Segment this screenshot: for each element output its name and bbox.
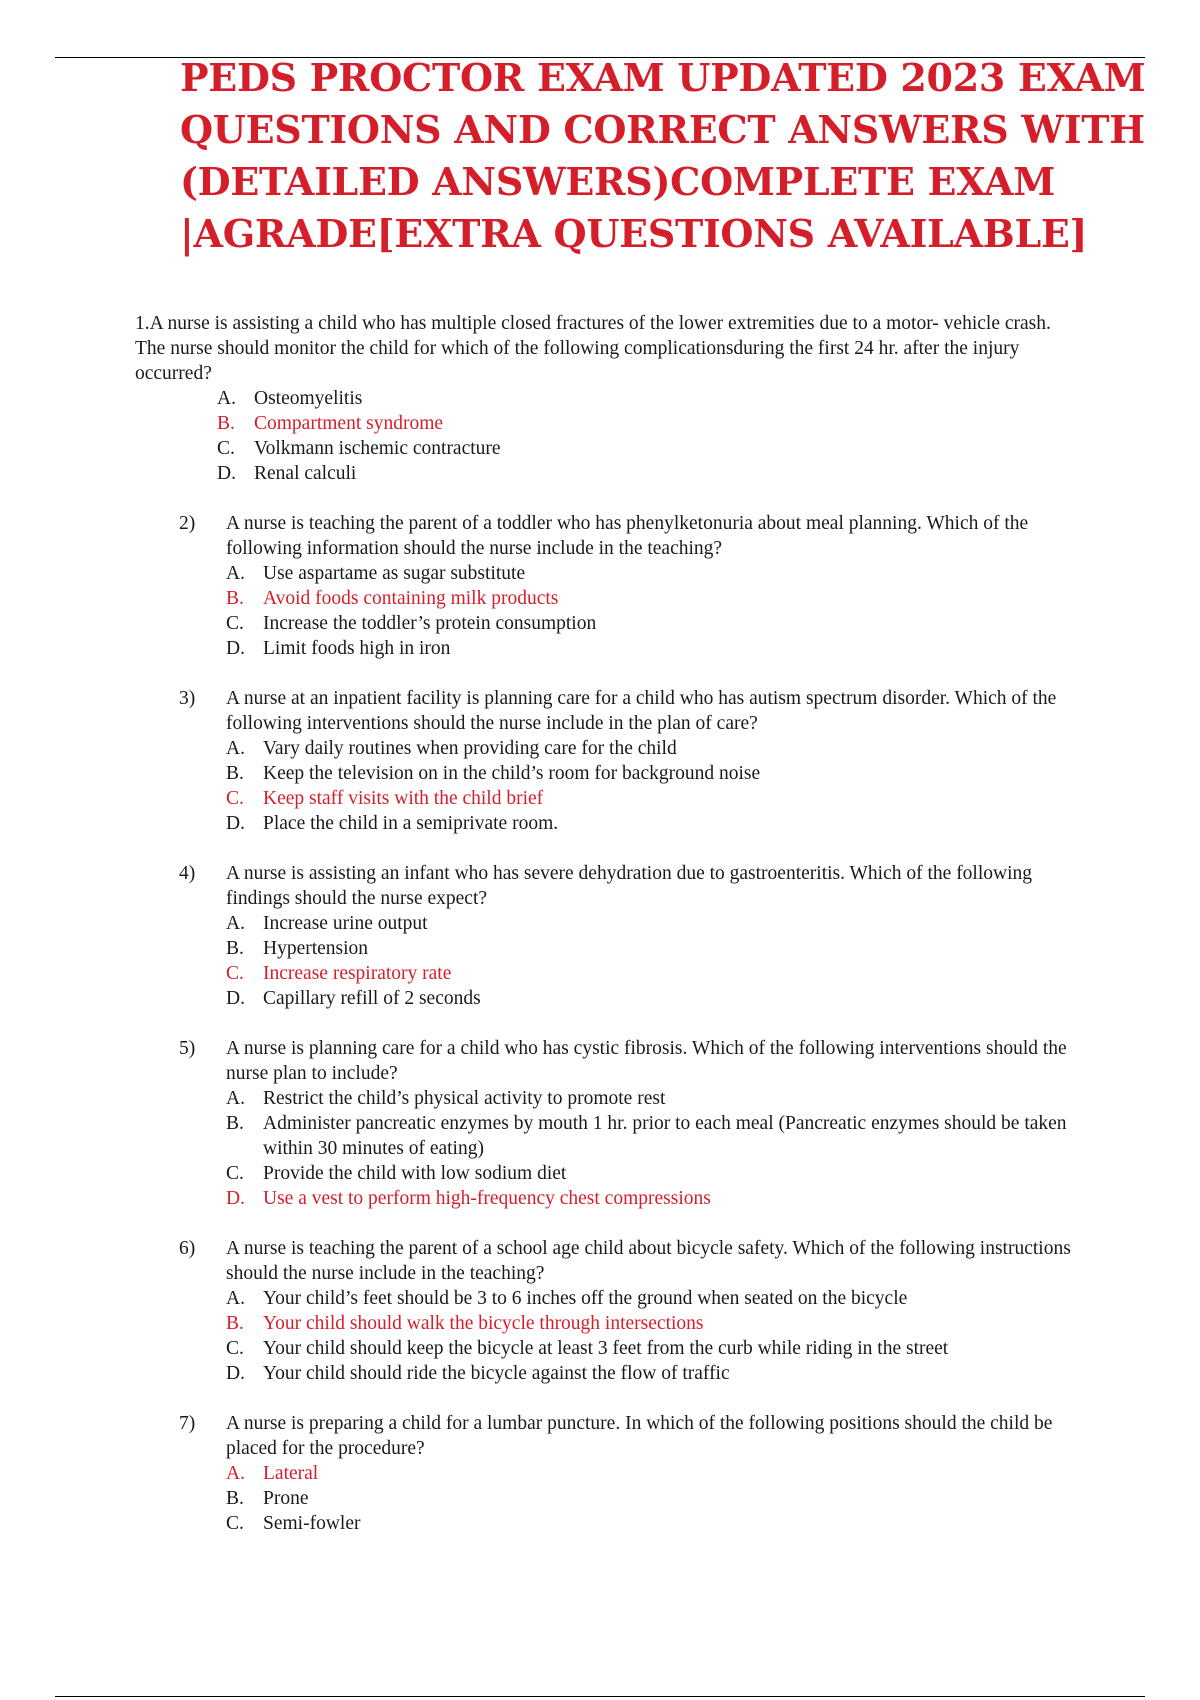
option-text: Place the child in a semiprivate room. <box>263 813 559 834</box>
option-letter: D. <box>226 638 245 659</box>
option-letter: C. <box>226 1338 244 1359</box>
answer-options <box>226 736 1085 836</box>
option-letter: A. <box>226 913 245 934</box>
answer-option <box>226 561 1085 586</box>
question-number: 5) <box>179 1038 196 1059</box>
answer-options <box>217 386 1085 486</box>
option-letter: D. <box>226 988 245 1009</box>
question-stem <box>226 1036 1085 1086</box>
option-letter: D. <box>226 1188 245 1209</box>
stem-line: A nurse is teaching the parent of a toddler who has phenylketonuria about meal planning. Which <box>226 513 979 534</box>
option-letter: B. <box>217 413 235 434</box>
option-letter: D. <box>217 463 236 484</box>
question-stem <box>135 311 1085 386</box>
correct-answer-option <box>217 411 1085 436</box>
answer-options <box>226 1286 1085 1386</box>
option-text: Capillary refill of 2 seconds <box>263 988 481 1009</box>
answer-option <box>226 736 1085 761</box>
option-letter: B. <box>226 1488 244 1509</box>
question-number: 7) <box>179 1413 196 1434</box>
option-text: Osteomyelitis <box>254 388 363 409</box>
option-letter: A. <box>226 1463 245 1484</box>
question-stem <box>226 686 1085 736</box>
title-line: QUESTIONS AND CORRECT ANSWERS WITH <box>180 107 1145 152</box>
answer-option <box>226 986 1085 1011</box>
option-text: Increase respiratory rate <box>263 963 452 984</box>
stem-line: A nurse is assisting an infant who has severe dehydration due to gastroenteritis. Which of the <box>226 863 952 884</box>
correct-answer-option <box>226 1461 1085 1486</box>
option-letter: C. <box>226 963 244 984</box>
option-text: Vary daily routines when providing care for the child <box>263 738 677 759</box>
question-stem <box>226 1411 1085 1461</box>
option-text: Restrict the child’s physical activity to promote rest <box>263 1088 666 1109</box>
title-line: (DETAILED ANSWERS)COMPLETE EXAM <box>180 159 1055 204</box>
question-number: 4) <box>179 863 196 884</box>
question-body <box>226 1411 1085 1536</box>
answer-option <box>226 1511 1085 1536</box>
question-stem <box>226 861 1085 911</box>
option-text: Keep staff visits with the child brief <box>263 788 544 809</box>
answer-option <box>217 461 1085 486</box>
option-letter: C. <box>226 1513 244 1534</box>
option-letter: D. <box>226 1363 245 1384</box>
question-1 <box>135 311 1085 486</box>
option-text: Semi-fowler <box>263 1513 361 1534</box>
option-text: Use aspartame as sugar substitute <box>263 563 526 584</box>
answer-options <box>226 911 1085 1011</box>
option-letter: B. <box>226 588 244 609</box>
option-text: Limit foods high in iron <box>263 638 451 659</box>
question-body <box>226 686 1085 836</box>
question-7 <box>135 1411 1085 1536</box>
option-letter: B. <box>226 1113 244 1134</box>
option-text: Increase the toddler’s protein consumption <box>263 613 597 634</box>
stem-line: A nurse is teaching the parent of a school age child about bicycle safety. Which of the following <box>226 1238 975 1259</box>
stem-line: 1.A nurse is assisting a child who has multiple closed fractures of the lower extremities due to a motor- <box>135 313 939 334</box>
option-letter: A. <box>226 1088 245 1109</box>
stem-line: following findings should the nurse expect? <box>226 863 1033 909</box>
question-number: 2) <box>179 513 196 534</box>
stem-line: Which of the following interventions should the nurse include in the plan of care? <box>226 688 1057 734</box>
document-title <box>180 52 1146 260</box>
stem-line: 24 hr. after the injury occurred? <box>135 338 1020 384</box>
question-body <box>226 511 1085 661</box>
question-list <box>135 311 1085 1536</box>
answer-option <box>226 1486 1085 1511</box>
option-letter: B. <box>226 938 244 959</box>
option-text: Lateral <box>263 1463 319 1484</box>
option-letter: A. <box>217 388 236 409</box>
option-text: Your child’s feet should be 3 to 6 inches off the ground when seated on the bicycle <box>263 1288 908 1309</box>
question-body <box>226 1036 1085 1211</box>
title-line: |AGRADE[EXTRA QUESTIONS AVAILABLE] <box>180 211 1088 256</box>
answer-option <box>226 1336 1085 1361</box>
question-2 <box>135 511 1085 661</box>
option-letter: A. <box>226 738 245 759</box>
option-letter: C. <box>226 1163 244 1184</box>
option-letter: B. <box>226 1313 244 1334</box>
option-text: Provide the child with low sodium diet <box>263 1163 567 1184</box>
option-text: Compartment syndrome <box>254 413 444 434</box>
answer-option <box>217 436 1085 461</box>
answer-option <box>226 811 1085 836</box>
answer-option <box>226 1086 1085 1111</box>
correct-answer-option <box>226 586 1085 611</box>
question-6 <box>135 1236 1085 1386</box>
question-number: 6) <box>179 1238 196 1259</box>
bottom-rule <box>55 1696 1145 1697</box>
option-letter: C. <box>217 438 235 459</box>
option-letter: C. <box>226 613 244 634</box>
question-stem <box>226 511 1085 561</box>
answer-option <box>226 761 1085 786</box>
option-letter: A. <box>226 563 245 584</box>
stem-line: should the nurse plan to include? <box>226 1038 1067 1084</box>
option-text: Administer pancreatic enzymes by mouth 1 hr. prior to each meal (Pancreatic enzymes should be taken within 30 minutes of eating) <box>263 1113 1067 1159</box>
question-5 <box>135 1036 1085 1211</box>
answer-option <box>226 1111 1085 1161</box>
answer-option <box>226 611 1085 636</box>
question-4 <box>135 861 1085 1011</box>
option-text: Your child should walk the bicycle through intersections <box>263 1313 704 1334</box>
option-letter: D. <box>226 813 245 834</box>
title-line: PEDS PROCTOR EXAM UPDATED 2023 EXAM <box>180 55 1146 100</box>
question-stem <box>226 1236 1085 1286</box>
answer-option <box>226 936 1085 961</box>
answer-option <box>226 636 1085 661</box>
stem-line: A nurse at an inpatient facility is planning care for a child who has autism spectrum disorder. <box>226 688 951 709</box>
answer-option <box>226 1161 1085 1186</box>
option-text: Avoid foods containing milk products <box>263 588 559 609</box>
stem-line: instructions should the nurse include in the teaching? <box>226 1238 1071 1284</box>
option-letter: A. <box>226 1288 245 1309</box>
correct-answer-option <box>226 1311 1085 1336</box>
answer-option <box>226 911 1085 936</box>
option-text: Your child should keep the bicycle at least 3 feet from the curb while riding in the street <box>263 1338 949 1359</box>
answer-option <box>226 1361 1085 1386</box>
stem-line: vehicle crash. The nurse should monitor the child for which of the following complicationsduring the first <box>135 313 1051 359</box>
correct-answer-option <box>226 961 1085 986</box>
option-text: Hypertension <box>263 938 369 959</box>
answer-options <box>226 561 1085 661</box>
option-letter: C. <box>226 788 244 809</box>
question-body <box>226 861 1085 1011</box>
question-3 <box>135 686 1085 836</box>
option-text: Renal calculi <box>254 463 357 484</box>
stem-line: of the following information should the nurse include in the teaching? <box>226 513 1029 559</box>
answer-options <box>226 1086 1085 1211</box>
option-text: Use a vest to perform high-frequency chest compressions <box>263 1188 711 1209</box>
option-text: Increase urine output <box>263 913 428 934</box>
stem-line: child be placed for the procedure? <box>226 1413 1053 1459</box>
option-text: Keep the television on in the child’s room for background noise <box>263 763 761 784</box>
option-text: Volkmann ischemic contracture <box>254 438 501 459</box>
stem-line: A nurse is planning care for a child who has cystic fibrosis. Which of the following interventions <box>226 1038 982 1059</box>
option-text: Prone <box>263 1488 309 1509</box>
correct-answer-option <box>226 1186 1085 1211</box>
answer-option <box>217 386 1085 411</box>
stem-line: A nurse is preparing a child for a lumbar puncture. In which of the following positions should the <box>226 1413 986 1434</box>
question-body <box>226 1236 1085 1386</box>
option-letter: B. <box>226 763 244 784</box>
correct-answer-option <box>226 786 1085 811</box>
option-text: Your child should ride the bicycle against the flow of traffic <box>263 1363 730 1384</box>
answer-options <box>226 1461 1085 1536</box>
question-number: 3) <box>179 688 196 709</box>
answer-option <box>226 1286 1085 1311</box>
